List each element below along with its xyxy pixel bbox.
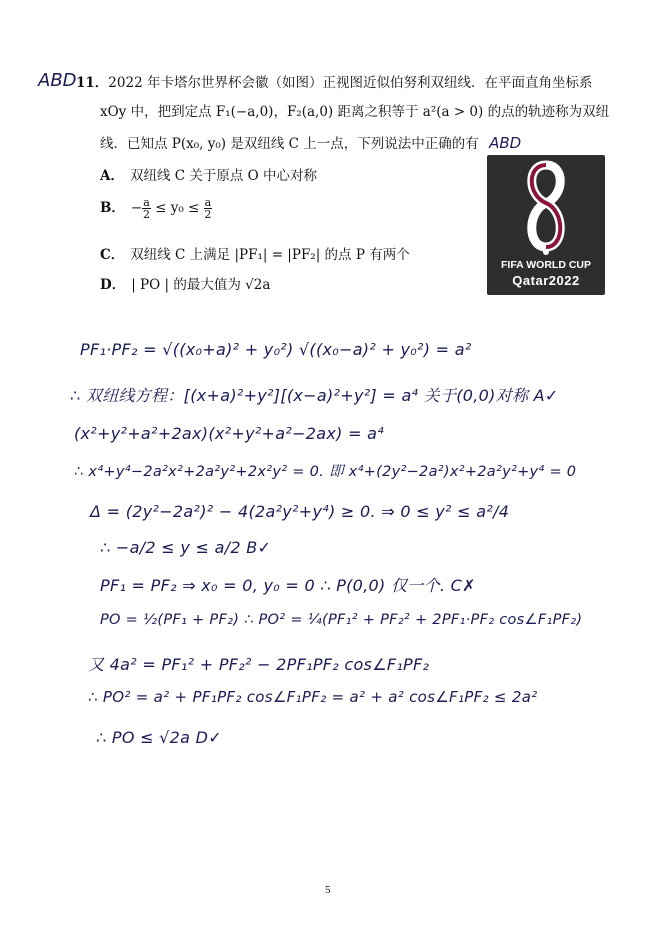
hand-line-9: 又 4a² = PF₁² + PF₂² − 2PF₁PF₂ cos∠F₁PF₂ [88,655,430,674]
option-d-label: D． [100,277,126,293]
option-c [100,243,410,263]
option-b-frac-right [204,197,213,220]
logo-text-qatar: Qatar2022 [512,273,580,288]
logo-text-fifa: FIFA WORLD CUP [500,259,592,271]
margin-answer-mark: ABD [38,70,77,91]
option-a-label: A． [100,168,124,184]
option-b-label: B． [100,200,125,216]
world-cup-emblem [487,155,605,295]
question-text-3: 线．已知点 P(x₀, y₀) 是双纽线 C 上一点，下列说法中正确的有 [100,136,479,152]
question-line-3 [100,134,521,153]
option-a [100,164,317,184]
option-b-num-left: a [143,196,150,209]
hand-line-4: ∴ x⁴+y⁴−2a²x²+2a²y²+2x²y² = 0. 即 x⁴+(2y²−2a²)x²+2a²y²+y⁴ = 0 [74,464,577,480]
question-line-2: xOy 中，把到定点 F₁(−a,0)，F₂(a,0) 距离之积等于 a²(a > 0) 的点的轨迹称为双纽 [100,104,610,120]
page-number: 5 [325,884,331,896]
option-b-prefix: − [130,200,143,216]
option-b-den-left: 2 [143,208,151,221]
hand-line-5: Δ = (2y²−2a²)² − 4(2a²y²+y⁴) ≥ 0. ⇒ 0 ≤ y² ≤ a²/4 [90,502,510,521]
hand-line-2: ∴ 双纽线方程：[(x+a)²+y²][(x−a)²+y²] = a⁴ 关于(0,0)对称 A✓ [70,386,559,405]
hand-line-1: PF₁·PF₂ = √((x₀+a)² + y₀²) √((x₀−a)² + y₀²) = a² [80,340,472,359]
hand-line-8: PO = ½(PF₁ + PF₂) ∴ PO² = ¼(PF₁² + PF₂² + 2PF₁·PF₂ cos∠F₁PF₂) [100,612,583,628]
option-a-text: 双纽线 C 关于原点 O 中心对称 [129,168,318,184]
option-c-text: 双纽线 C 上满足 |PF₁| = |PF₂| 的点 P 有两个 [130,247,410,263]
option-d [100,273,270,293]
question-line-1 [76,74,592,92]
emblem-infinity-icon [487,155,605,259]
option-b-mid: ≤ y₀ ≤ [155,200,200,216]
question-number: 11． [76,75,109,91]
option-d-text: | PO | 的最大值为 √2a [131,277,271,293]
option-b-num-right: a [204,196,212,209]
option-b [100,196,212,220]
hand-line-10: ∴ PO² = a² + PF₁PF₂ cos∠F₁PF₂ = a² + a² cos∠F₁PF₂ ≤ 2a² [88,688,538,706]
hand-line-6: ∴ −a/2 ≤ y ≤ a/2 B✓ [100,538,272,557]
option-b-den-right: 2 [204,208,212,221]
question-text-1: 2022 年卡塔尔世界杯会徽（如图）正视图近似伯努利双纽线．在平面直角坐标系 [108,75,593,91]
hand-line-11: ∴ PO ≤ √2a D✓ [96,728,222,747]
option-b-frac-left [142,197,151,220]
handwritten-answer: ABD [489,134,522,152]
hand-line-3: (x²+y²+a²+2ax)(x²+y²+a²−2ax) = a⁴ [74,424,384,443]
option-c-label: C． [100,247,125,263]
hand-line-7: PF₁ = PF₂ ⇒ x₀ = 0, y₀ = 0 ∴ P(0,0) 仅一个. C✗ [100,576,476,595]
